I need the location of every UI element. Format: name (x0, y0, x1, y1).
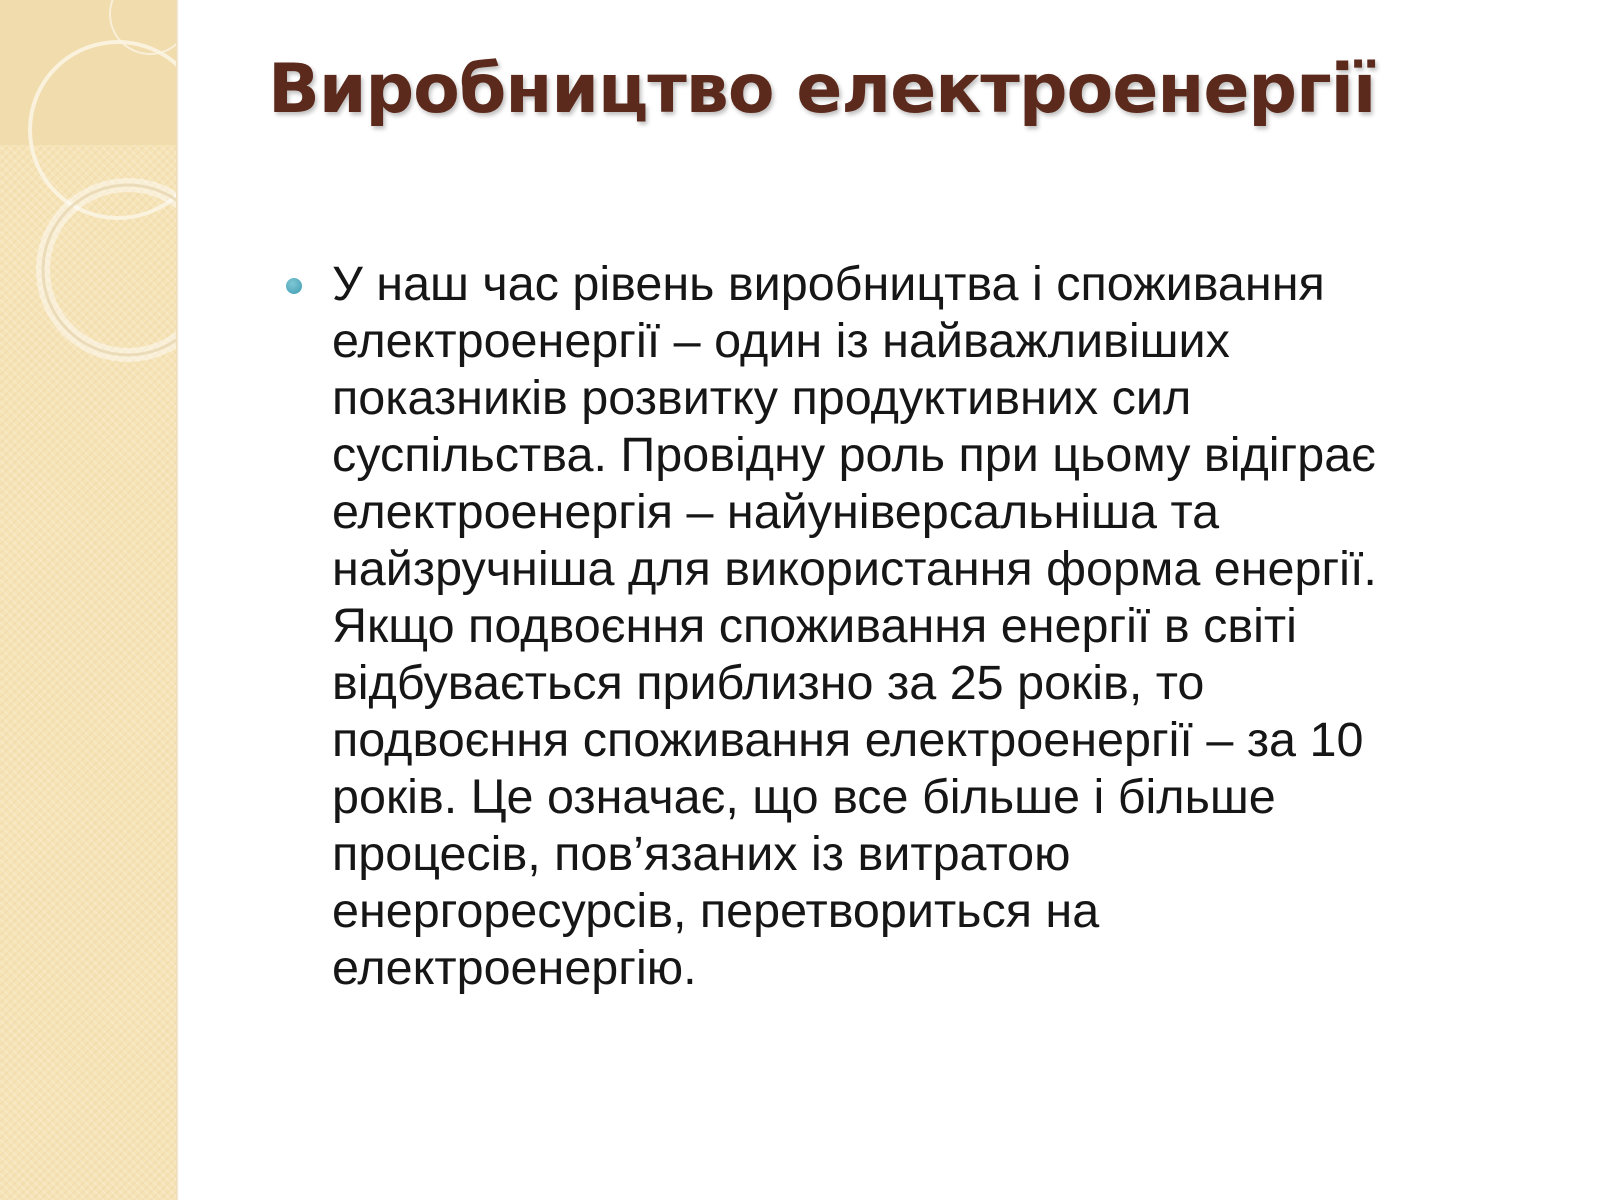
paragraph-line: років. Це означає, що все більше і більше (332, 770, 1276, 824)
paragraph-line: У наш час рівень виробництва і споживання (332, 257, 1325, 311)
bullet-paragraph (332, 256, 1582, 997)
decorative-sidebar (0, 0, 178, 1200)
sidebar-edge (176, 0, 179, 1200)
paragraph-line: суспільства. Провідну роль при цьому відіграє (332, 428, 1376, 482)
paragraph-line: енергоресурсів, перетвориться на (332, 884, 1100, 938)
paragraph-line: показників розвитку продуктивних сил (332, 371, 1192, 425)
paragraph-line: електроенергія – найуніверсальніша та (332, 485, 1220, 539)
decorative-rings (0, 0, 178, 420)
paragraph-line: електроенергію. (332, 941, 697, 995)
paragraph-line: подвоєння споживання електроенергії – за 10 (332, 713, 1364, 767)
paragraph-line: відбувається приблизно за 25 років, то (332, 656, 1205, 710)
paragraph-line: найзручніша для використання форма енергії. (332, 542, 1377, 596)
bullet-icon (286, 278, 302, 294)
paragraph-line: Якщо подвоєння споживання енергії в світі (332, 599, 1297, 653)
paragraph-line: електроенергії – один із найважливіших (332, 314, 1230, 368)
paragraph-line: процесів, пов’язаних із витратою (332, 827, 1071, 881)
slide-title: Виробництво електроенергії (268, 50, 1376, 129)
